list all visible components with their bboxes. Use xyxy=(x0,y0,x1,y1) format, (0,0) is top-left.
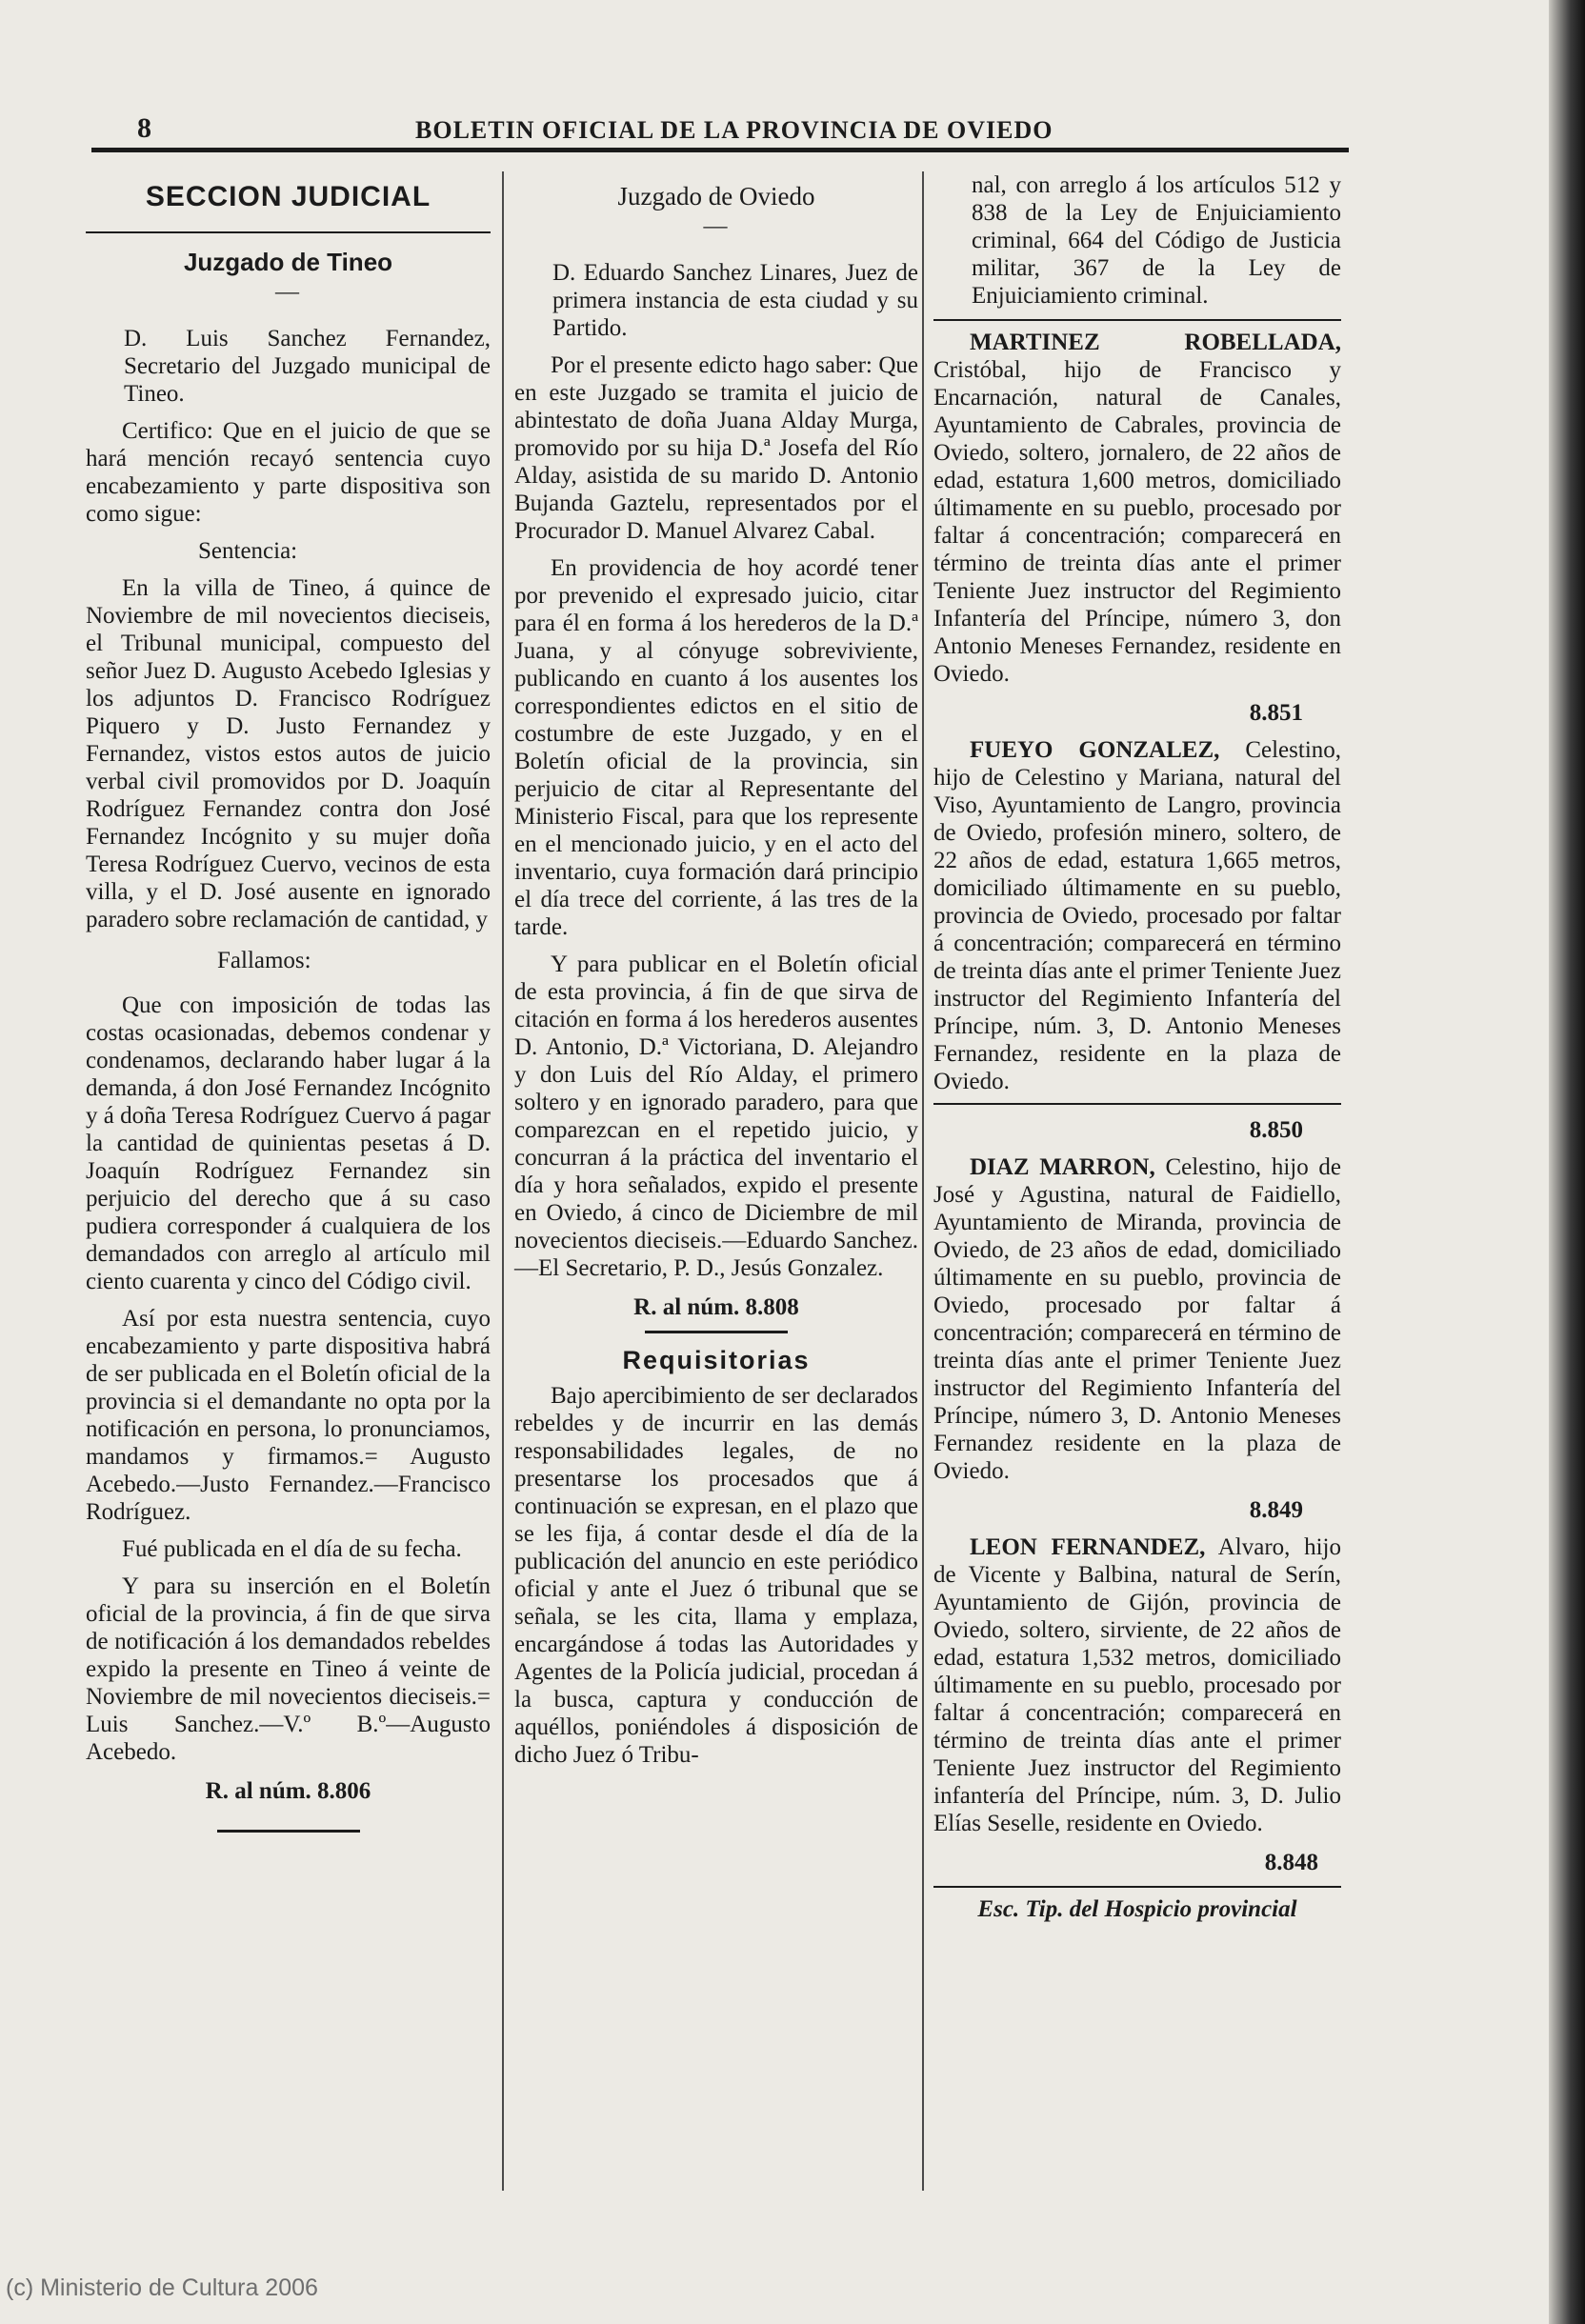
entry-name: MARTINEZ ROBELLADA, xyxy=(970,330,1341,355)
running-title: BOLETIN OFICIAL DE LA PROVINCIA DE OVIEDO xyxy=(415,116,1053,144)
entry-reference: 8.850 xyxy=(1249,1117,1303,1143)
entry-reference: 8.848 xyxy=(1264,1850,1318,1875)
title-dash: — xyxy=(703,213,730,239)
asi-paragraph: Así por esta nuestra sentencia, cuyo encabezamiento y parte dispositiva habrá de ser publicada en el Boletín oficial de la provincia si el demandante no opta por la notificación en persona, lo pronunciamos, mandamos y firmamos.= Augusto Acebedo.—Justo Fernandez.—Francisco Rodríguez. xyxy=(86,1306,491,1525)
section-rule xyxy=(645,1331,788,1333)
imprint-rule xyxy=(933,1886,1341,1888)
certifico-paragraph: Certifico: Que en el juicio de que se hará mención recayó sentencia cuyo encabezamiento y parte dispositiva son como sigue: xyxy=(86,418,491,527)
providencia-paragraph: En providencia de hoy acordé tener por prevenido el expresado juicio, citar para él en forma á los herederos de la D.ª Juana, y al cónyuge sobreviviente, publicando en cuanto á los ausentes los correspondientes edictos en el sitio de costumbre de este Juzgado, y en el Boletín oficial de la provincia, sin perjuicio de citar al Representante del Ministerio Fiscal, para que los represente en el mencionado juicio, y en el acto del inventario, cuya formación dará principio el día trece del corriente, á las tres de la tarde. xyxy=(514,555,918,940)
section-title: SECCION JUDICIAL xyxy=(145,181,431,212)
intro-paragraph: D. Luis Sanchez Fernandez, Secretario del Juzgado municipal de Tineo. xyxy=(124,326,491,407)
continuation-paragraph: nal, con arreglo á los artículos 512 y 838 de la Ley de Enjuiciamiento criminal, 664 del Código de Justicia militar, 367 de la Ley de Enjuiciamiento criminal. xyxy=(972,172,1341,309)
entry-text: Cristóbal, hijo de Francisco y Encarnación, natural de Canales, Ayuntamiento de Cabrales, provincia de Oviedo, soltero, jornalero, de 22 años de edad, estatura 1,600 metros, domiciliado últimamente en su pueblo, procesado por faltar á concentración; comparecerá en término de treinta días ante el primer Teniente Juez instructor del Regimiento Infantería del Príncipe, número 3, don Antonio Meneses Fernandez, residente en Oviedo. xyxy=(933,357,1341,687)
section-rule xyxy=(86,231,491,233)
intro-paragraph: D. Eduardo Sanchez Linares, Juez de primera instancia de esta ciudad y su Partido. xyxy=(552,260,918,341)
title-dash: — xyxy=(275,279,301,305)
copyright-notice: (c) Ministerio de Cultura 2006 xyxy=(6,2274,318,2301)
sentencia-label: Sentencia: xyxy=(198,538,298,564)
reference-number: R. al núm. 8.808 xyxy=(633,1294,799,1320)
printer-imprint: Esc. Tip. del Hospicio provincial xyxy=(977,1896,1297,1922)
entry-reference: 8.851 xyxy=(1249,700,1303,726)
page-header xyxy=(91,105,1349,152)
entry-divider xyxy=(933,319,1341,321)
entry-name: LEON FERNANDEZ, xyxy=(970,1534,1206,1560)
column-divider xyxy=(922,171,924,2191)
scan-edge-shadow xyxy=(1549,0,1585,2324)
column-2 xyxy=(514,171,918,1778)
fallamos-paragraph: Que con imposición de todas las costas ocasionadas, debemos condenar y condenamos, declarando haber lugar á la demanda, á don José Fernandez Incógnito y á doña Teresa Rodríguez Cuervo á pagar la cantidad de quinientas pesetas á D. Joaquín Rodríguez Fernandez sin perjuicio del derecho que á su caso pudiera corresponder á cualquiera de los demandados con arreglo al artículo mil ciento cuarenta y cinco del Código civil. xyxy=(86,992,491,1294)
fallamos-label: Fallamos: xyxy=(217,948,311,973)
list-item xyxy=(933,736,1341,1144)
entry-text: Alvaro, hijo de Vicente y Balbina, natural de Serín, Ayuntamiento de Gijón, provincia de Oviedo, soltero, sirviente, de 22 años de edad, estatura 1,532 metros, domiciliado últimamente en su pueblo, procesado por faltar á concentración; comparecerá en término de treinta días ante el primer Teniente Juez instructor del Regimiento infantería del Príncipe, núm. 3, D. Julio Elías Seselle, residente en Oviedo. xyxy=(933,1534,1341,1836)
end-rule xyxy=(217,1830,360,1833)
column-divider xyxy=(502,171,504,2191)
entry-text: Celestino, hijo de José y Agustina, natural de Faidiello, Ayuntamiento de Miranda, provincia de Oviedo, de 23 años de edad, domiciliado últimamente en su pueblo, provincia de Oviedo, procesado por faltar á concentración; comparecerá en término de treinta días ante el primer Teniente Juez instructor del Regimiento Infantería del Príncipe, número 3, D. Antonio Meneses Fernandez residente en la plaza de Oviedo. xyxy=(933,1154,1342,1484)
list-item xyxy=(933,1153,1341,1524)
reference-number: R. al núm. 8.806 xyxy=(205,1778,371,1804)
entry-name: DIAZ MARRON, xyxy=(970,1154,1155,1180)
court-title: Juzgado de Oviedo xyxy=(617,182,815,210)
insercion-paragraph: Y para su inserción en el Boletín oficial de la provincia, á fin de que sirva de notificación á los demandados rebeldes expido la presente en Tineo á veinte de Noviembre de mil novecientos dieciseis.= Luis Sanchez.—V.º B.º—Augusto Acebedo. xyxy=(86,1573,491,1765)
edicto-paragraph: Por el presente edicto hago saber: Que en este Juzgado se tramita el juicio de abintestato de doña Juana Alday Murga, promovido por su hija D.ª Josefa del Río Alday, asistida de su marido D. Antonio Bujanda Gaztelu, representados por el Procurador D. Manuel Alvarez Cabal. xyxy=(514,352,918,544)
entry-text: Celestino, hijo de Celestino y Mariana, natural del Viso, Ayuntamiento de Langro, provincia de Oviedo, profesión minero, soltero, de 22 años de edad, estatura 1,665 metros, domiciliado últimamente en su pueblo, provincia de Oviedo, procesado por faltar á concentración; comparecerá en término de treinta días ante el primer Teniente Juez instructor del Regimiento Infantería del Príncipe, núm. 3, D. Antonio Meneses Fernandez, residente en la plaza de Oviedo. xyxy=(933,737,1342,1094)
sentencia-paragraph: En la villa de Tineo, á quince de Noviembre de mil novecientos dieciseis, el Tribunal municipal, compuesto del señor Juez D. Augusto Acebedo Iglesias y los adjuntos D. Francisco Rodríguez Piquero y D. Justo Fernandez y Fernandez, vistos estos autos de juicio verbal civil promovidos por D. Joaquín Rodríguez Fernandez contra don José Fernandez Incógnito y su mujer doña Teresa Rodríguez Cuervo, vecinos de esta villa, y el D. José ausente en ignorado paradero sobre reclamación de cantidad, y xyxy=(86,575,491,932)
column-1 xyxy=(86,171,491,1833)
court-title: Juzgado de Tineo xyxy=(183,248,393,276)
header-rule xyxy=(91,148,1349,152)
list-item xyxy=(933,329,1341,727)
publicada-paragraph: Fué publicada en el día de su fecha. xyxy=(122,1536,462,1562)
requisitorias-title: Requisitorias xyxy=(622,1346,811,1374)
entry-reference: 8.849 xyxy=(1249,1497,1303,1523)
list-item xyxy=(933,1533,1341,1876)
requisitorias-paragraph: Bajo apercibimiento de ser declarados rebeldes y de incurrir en las demás responsabilidades legales, de no presentarse los procesados que á continuación se expresan, en el plazo que se les fija, á contar desde el día de la publicación del anuncio en este periódico oficial y ante el Juez ó tribunal que se señala, se les cita, llama y emplaza, encargándose á todas las Autoridades y Agentes de la Policía judicial, procedan á la busca, captura y conducción de aquéllos, poniéndoles á disposición de dicho Juez ó Tribu- xyxy=(514,1383,918,1768)
entry-divider xyxy=(933,1103,1341,1105)
publicar-paragraph: Y para publicar en el Boletín oficial de esta provincia, á fin de que sirva de citación en forma á los herederos ausentes D. Antonio, D.ª Victoriana, D. Alejandro y don Luis del Río Alday, el primero soltero y en ignorado paradero, para que comparezcan en el repetido juicio, y concurran á la práctica del inventario el día y hora señalados, expido el presente en Oviedo, á cinco de Diciembre de mil novecientos dieciseis.—Eduardo Sanchez.—El Secretario, P. D., Jesús Gonzalez. xyxy=(514,952,918,1281)
entry-name: FUEYO GONZALEZ, xyxy=(970,737,1220,763)
page-number: 8 xyxy=(137,112,151,144)
column-3 xyxy=(933,171,1341,1923)
